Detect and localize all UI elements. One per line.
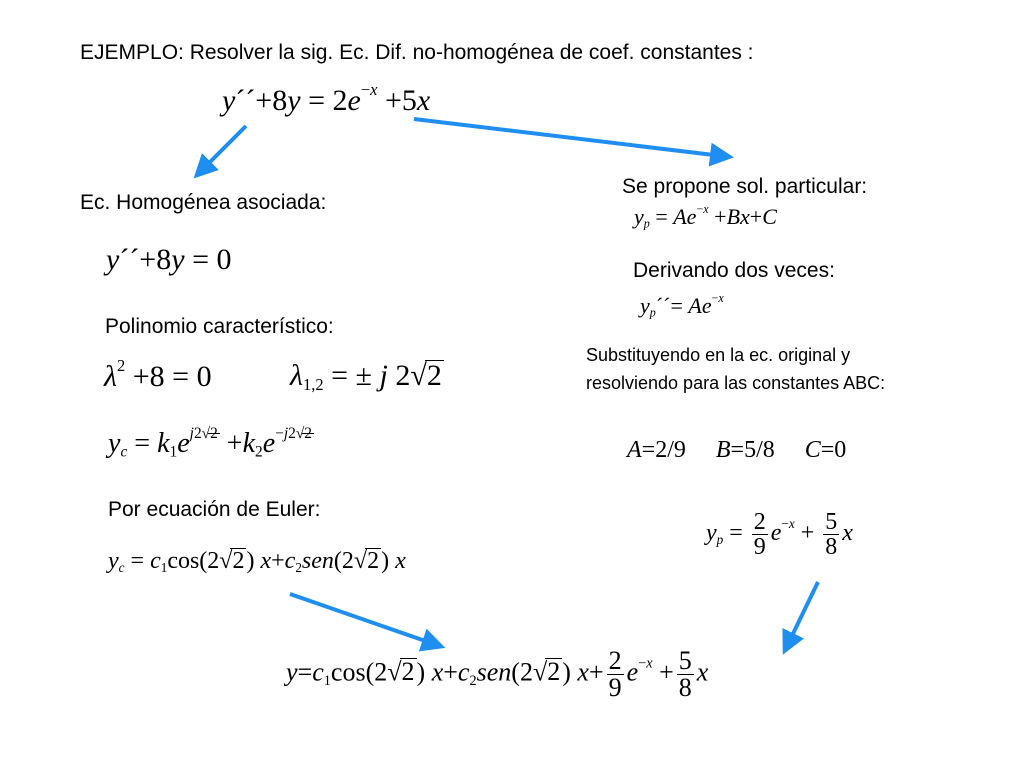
label-substituyendo-2: resolviendo para las constantes ABC: bbox=[586, 373, 886, 393]
arrow-yp-to-general bbox=[788, 582, 818, 644]
label-euler: Por ecuación de Euler: bbox=[108, 498, 321, 521]
yp-proposed: $y_p = Ae^{-x} +Bx+C$ bbox=[634, 202, 777, 231]
yp-solution: $y_p$ = $\frac{2}{9}$ $e^{-x}$ + $\frac{5}{8}$ x bbox=[706, 509, 853, 560]
general-solution: $y=c_1\cos(2√2)$ $x+c_2sen(2√2)$ x+ $\frac{2}{9}$ $e^{-x}$ + $\frac{5}{8}$ x bbox=[286, 646, 709, 702]
characteristic-roots: $\lambda_{1,2}$ = ± j 2√2 bbox=[290, 359, 442, 394]
label-polinomio: Polinomio característico: bbox=[105, 315, 334, 338]
label-propone: Se propone sol. particular: bbox=[622, 175, 868, 198]
homogeneous-equation: y´´+8y = 0 bbox=[106, 243, 232, 276]
label-derivando: Derivando dos veces: bbox=[633, 259, 835, 282]
yc-exponential: $y_c = k_1e^{j2√2} +k_2e^{-j2√2}$ bbox=[108, 425, 312, 461]
arrow-to-homogeneous bbox=[202, 126, 246, 170]
arrow-to-particular bbox=[414, 119, 722, 156]
main-equation: y´´+8y = $2e^{-x} +5x$ bbox=[222, 80, 431, 117]
characteristic-equation: $\lambda^2 +8 = 0$ bbox=[104, 356, 212, 393]
yc-euler: $y_c = c_1\cos(2√2)$ $x+c_2sen(2√2)$ x bbox=[108, 548, 406, 575]
label-substituyendo-1: Substituyendo en la ec. original y bbox=[586, 345, 851, 365]
slide-title: EJEMPLO: Resolver la sig. Ec. Dif. no-homogénea de coef. constantes : bbox=[80, 41, 754, 64]
yp-second-derivative: $y_p´´= Ae^{-x}$ bbox=[640, 291, 724, 320]
label-homogenea: Ec. Homogénea asociada: bbox=[80, 191, 327, 214]
arrow-yc-to-general bbox=[290, 594, 434, 644]
constants-values: A=2/9 B=5/8 C=0 bbox=[627, 437, 847, 463]
